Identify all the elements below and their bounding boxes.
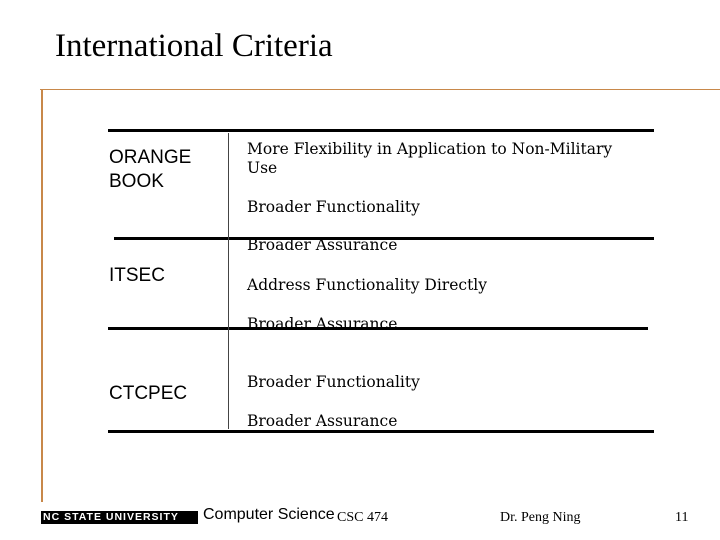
top-accent-line bbox=[40, 89, 720, 90]
left-accent-line bbox=[41, 90, 43, 502]
course-code: CSC 474 bbox=[337, 510, 388, 525]
table-rule-bottom bbox=[108, 430, 654, 433]
table-cell-item: Broader Assurance bbox=[247, 236, 398, 254]
table-cell-item: Use bbox=[247, 159, 278, 177]
row-label-line: CTCPEC bbox=[109, 383, 188, 404]
row-label-line: ITSEC bbox=[109, 265, 165, 286]
table-cell-item: Broader Assurance bbox=[247, 412, 398, 430]
row-label-ctcpec bbox=[109, 382, 187, 406]
table-cell-item: Broader Functionality bbox=[247, 198, 420, 216]
table-cell-item: Address Functionality Directly bbox=[247, 276, 488, 294]
row-label-orange-book bbox=[109, 146, 191, 194]
row-label-line: ORANGE bbox=[109, 147, 192, 168]
department-name: Computer Science bbox=[203, 506, 335, 523]
table-cell-item: More Flexibility in Application to Non-Military bbox=[247, 140, 613, 158]
row-label-line: BOOK bbox=[109, 171, 164, 192]
author-name: Dr. Peng Ning bbox=[500, 510, 581, 525]
page-number: 11 bbox=[675, 510, 689, 525]
table-cell-item: Broader Assurance bbox=[247, 315, 398, 333]
column-divider bbox=[228, 133, 229, 429]
table-cell-item: Broader Functionality bbox=[247, 373, 420, 391]
slide-title: International Criteria bbox=[55, 28, 333, 64]
table-rule-top bbox=[108, 129, 654, 132]
university-logo: NC STATE UNIVERSITY bbox=[41, 511, 198, 524]
row-label-itsec bbox=[109, 264, 165, 288]
